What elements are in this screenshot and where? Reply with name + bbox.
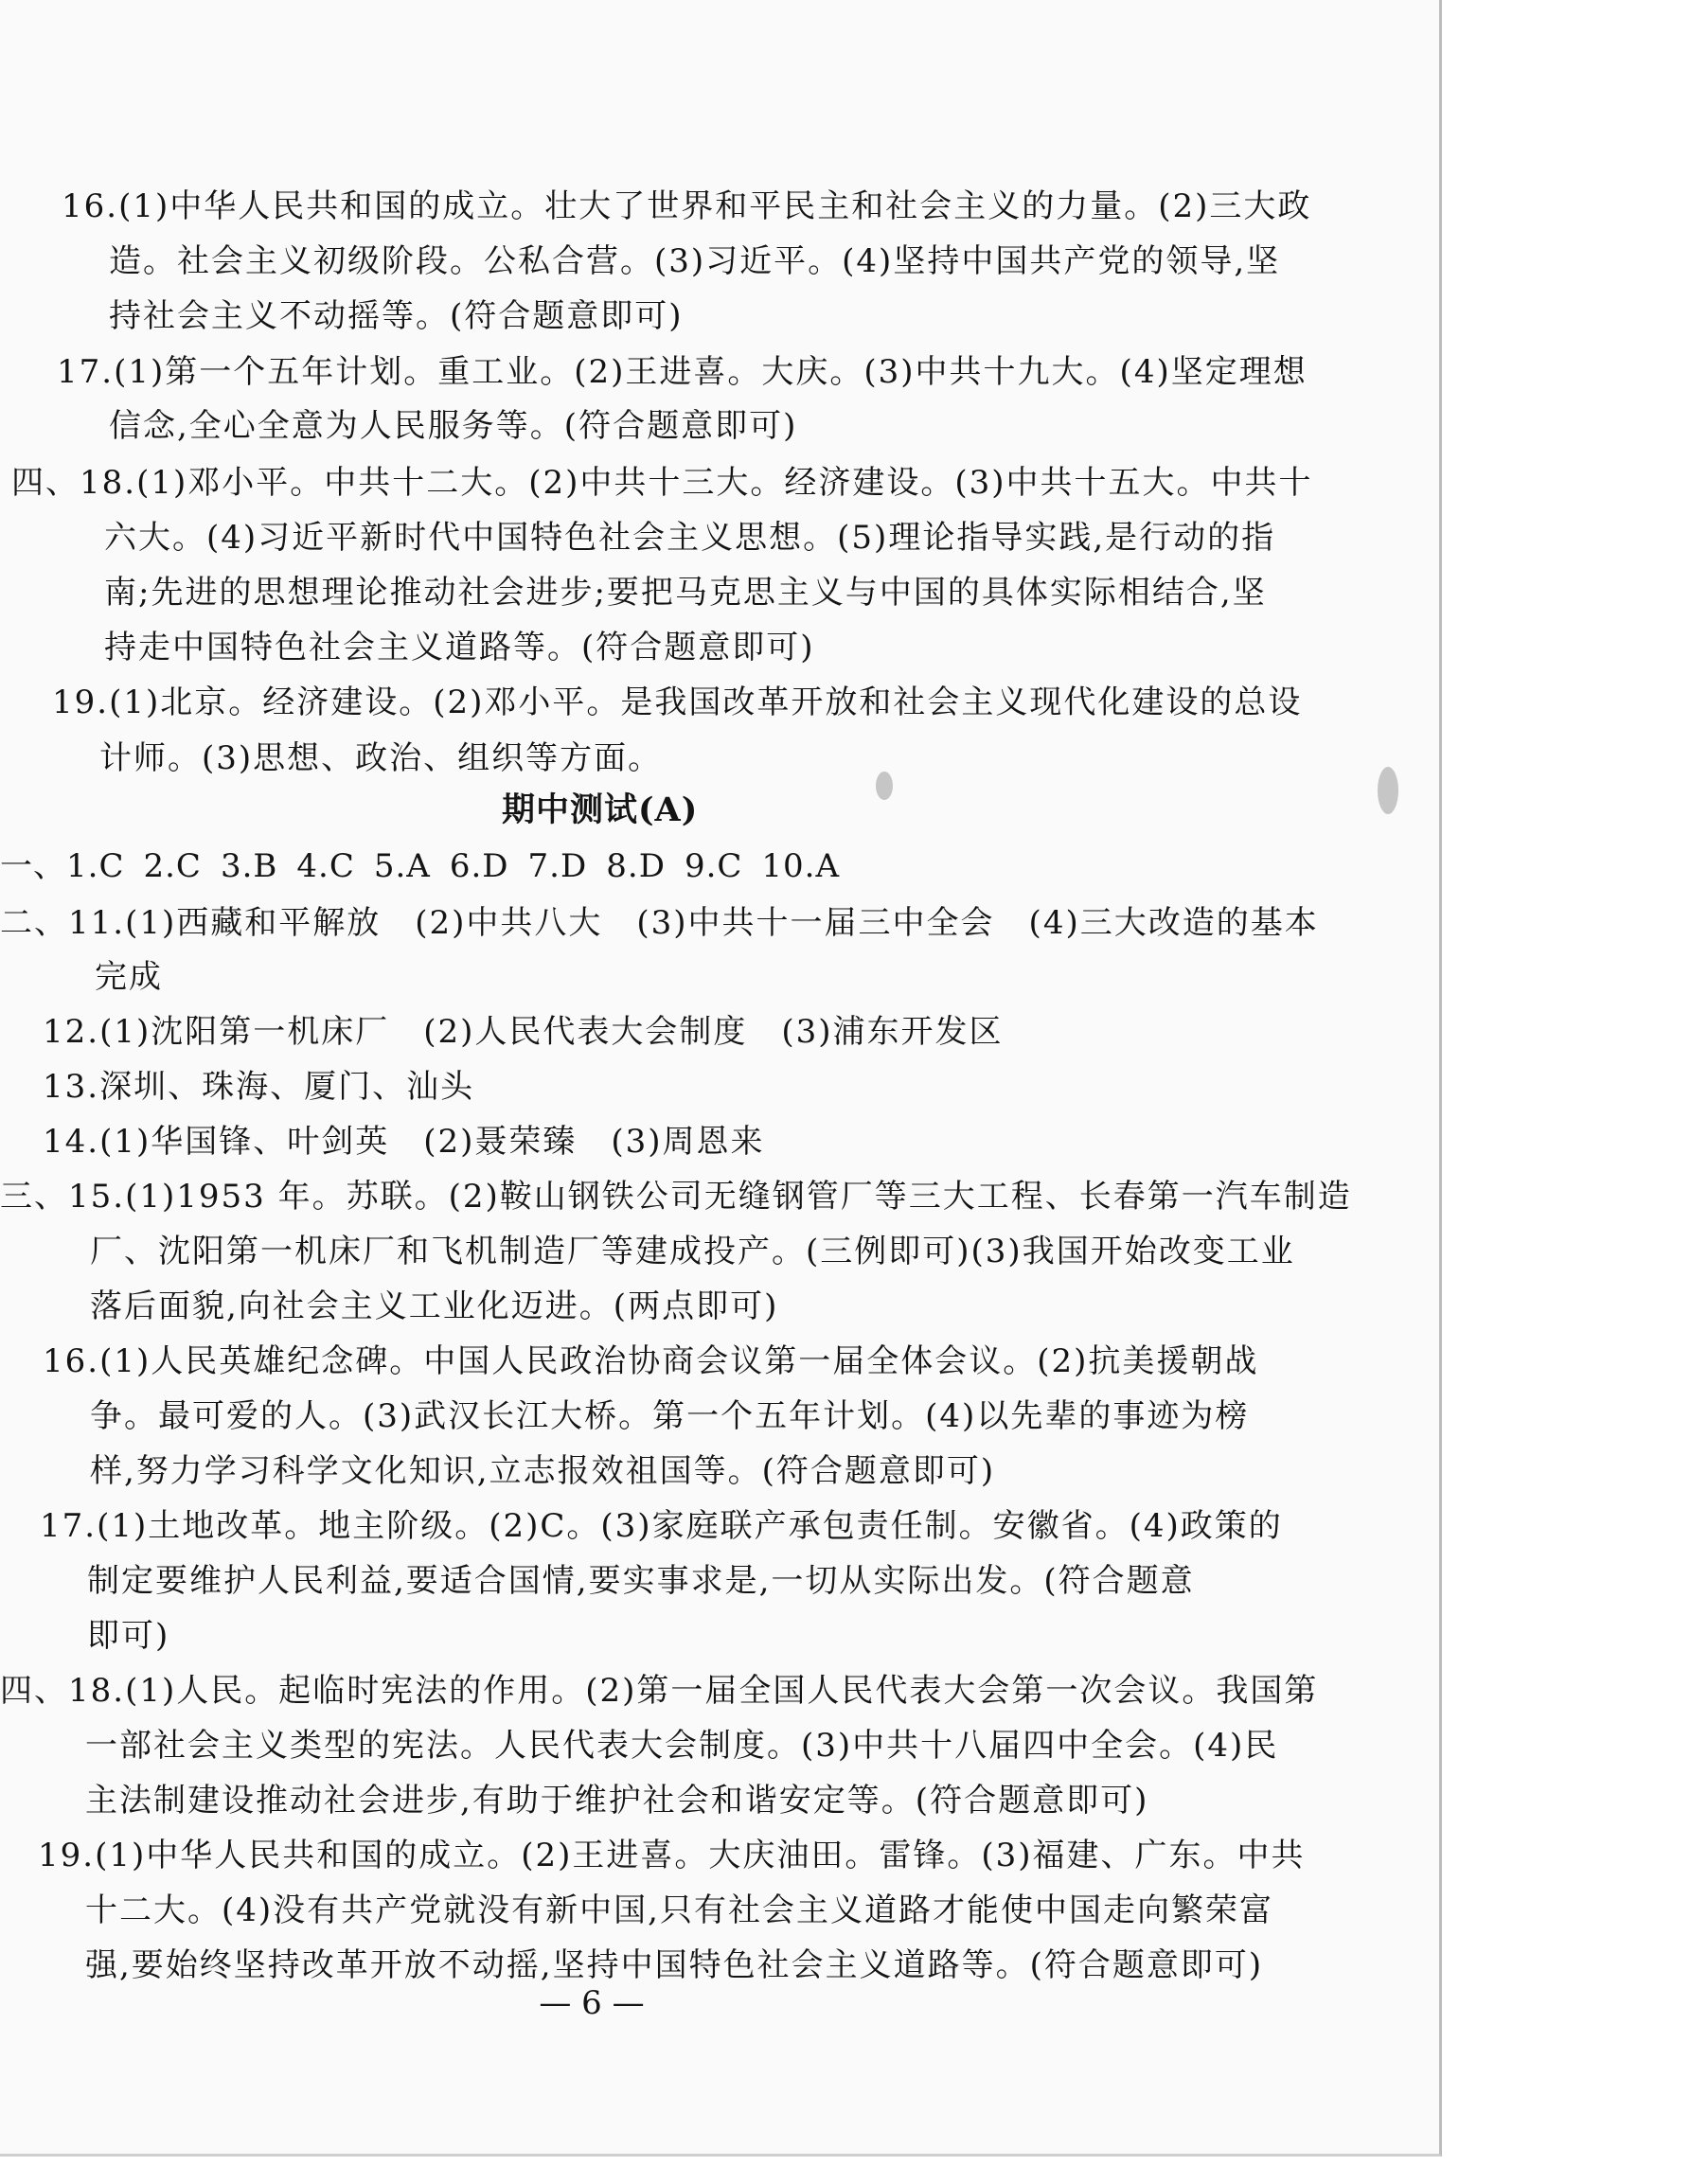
answer-line: 四、18.(1)邓小平。中共十二大。(2)中共十三大。经济建设。(3)中共十五大。中共十 <box>11 464 1313 502</box>
section-title: 期中测试(A) <box>502 790 699 829</box>
answer-line: 二、11.(1)西藏和平解放 (2)中共八大 (3)中共十一届三中全会 (4)三大改造的基本 <box>0 904 1319 942</box>
answer-line: 16.(1)人民英雄纪念碑。中国人民政治协商会议第一届全体会议。(2)抗美援朝战 <box>43 1342 1259 1380</box>
answer-line: 厂、沈阳第一机床厂和飞机制造厂等建成投产。(三例即可)(3)我国开始改变工业 <box>90 1233 1295 1270</box>
answer-line: 19.(1)北京。经济建设。(2)邓小平。是我国改革开放和社会主义现代化建设的总设 <box>52 684 1303 721</box>
answer-line: 即可) <box>87 1617 170 1655</box>
answer-line: 造。社会主义初级阶段。公私合营。(3)习近平。(4)坚持中国共产党的领导,坚 <box>109 242 1281 280</box>
answer-line: 完成 <box>95 958 163 996</box>
mcq-answer: 2.C <box>143 847 202 885</box>
mcq-answer: 7.D <box>527 847 588 885</box>
mcq-answer: 4.C <box>296 847 355 885</box>
mcq-answer: 3.B <box>220 847 278 885</box>
answer-line: 三、15.(1)1953 年。苏联。(2)鞍山钢铁公司无缝钢管厂等三大工程、长春第一汽车制造 <box>0 1178 1352 1216</box>
answer-line: 制定要维护人民利益,要适合国情,要实事求是,一切从实际出发。(符合题意 <box>87 1562 1195 1600</box>
answer-line: 争。最可爱的人。(3)武汉长江大桥。第一个五年计划。(4)以先辈的事迹为榜 <box>90 1397 1250 1435</box>
answer-line: 13.深圳、珠海、厦门、汕头 <box>43 1068 475 1106</box>
answer-line: 六大。(4)习近平新时代中国特色社会主义思想。(5)理论指导实践,是行动的指 <box>104 519 1276 557</box>
answer-line: 19.(1)中华人民共和国的成立。(2)王进喜。大庆油田。雷锋。(3)福建、广东。中共 <box>38 1837 1306 1874</box>
mcq-answer: 1.C <box>66 847 125 885</box>
answer-line: 主法制建设推动社会进步,有助于维护社会和谐安定等。(符合题意即可) <box>85 1782 1149 1820</box>
answer-line: 持社会主义不动摇等。(符合题意即可) <box>109 297 684 335</box>
answer-line: 持走中国特色社会主义道路等。(符合题意即可) <box>104 629 815 666</box>
answer-line: 17.(1)第一个五年计划。重工业。(2)王进喜。大庆。(3)中共十九大。(4)坚定理想 <box>57 353 1308 391</box>
mcq-answer: 8.D <box>606 847 666 885</box>
mcq-answer: 6.D <box>449 847 509 885</box>
scan-speck <box>876 772 893 800</box>
answer-line: 南;先进的思想理论推动社会进步;要把马克思主义与中国的具体实际相结合,坚 <box>104 574 1267 612</box>
answer-line: 强,要始终坚持改革开放不动摇,坚持中国特色社会主义道路等。(符合题意即可) <box>85 1946 1264 1984</box>
answer-line: 一部社会主义类型的宪法。人民代表大会制度。(3)中共十八届四中全会。(4)民 <box>85 1727 1279 1765</box>
mcq-prefix: 一、 <box>0 847 66 885</box>
answer-line: 样,努力学习科学文化知识,立志报效祖国等。(符合题意即可) <box>90 1452 996 1490</box>
answer-line: 14.(1)华国锋、叶剑英 (2)聂荣臻 (3)周恩来 <box>43 1123 765 1161</box>
mcq-answer: 9.C <box>684 847 743 885</box>
mcq-answer-row <box>0 847 859 885</box>
scan-speck <box>1378 767 1398 814</box>
mcq-answer: 10.A <box>761 847 841 885</box>
page-number: — 6 — <box>539 1984 645 2022</box>
answer-line: 四、18.(1)人民。起临时宪法的作用。(2)第一届全国人民代表大会第一次会议。我国第 <box>0 1672 1319 1710</box>
answer-line: 计师。(3)思想、政治、组织等方面。 <box>99 739 663 777</box>
answer-line: 落后面貌,向社会主义工业化迈进。(两点即可) <box>90 1287 779 1325</box>
mcq-answer: 5.A <box>373 847 431 885</box>
answer-line: 十二大。(4)没有共产党就没有新中国,只有社会主义道路才能使中国走向繁荣富 <box>85 1891 1273 1929</box>
answer-line: 信念,全心全意为人民服务等。(符合题意即可) <box>109 407 798 445</box>
answer-line: 17.(1)土地改革。地主阶级。(2)C。(3)家庭联产承包责任制。安徽省。(4)政策的 <box>40 1507 1283 1545</box>
answer-line: 12.(1)沈阳第一机床厂 (2)人民代表大会制度 (3)浦东开发区 <box>43 1013 1004 1051</box>
answer-line: 16.(1)中华人民共和国的成立。壮大了世界和平民主和社会主义的力量。(2)三大政 <box>62 187 1312 225</box>
